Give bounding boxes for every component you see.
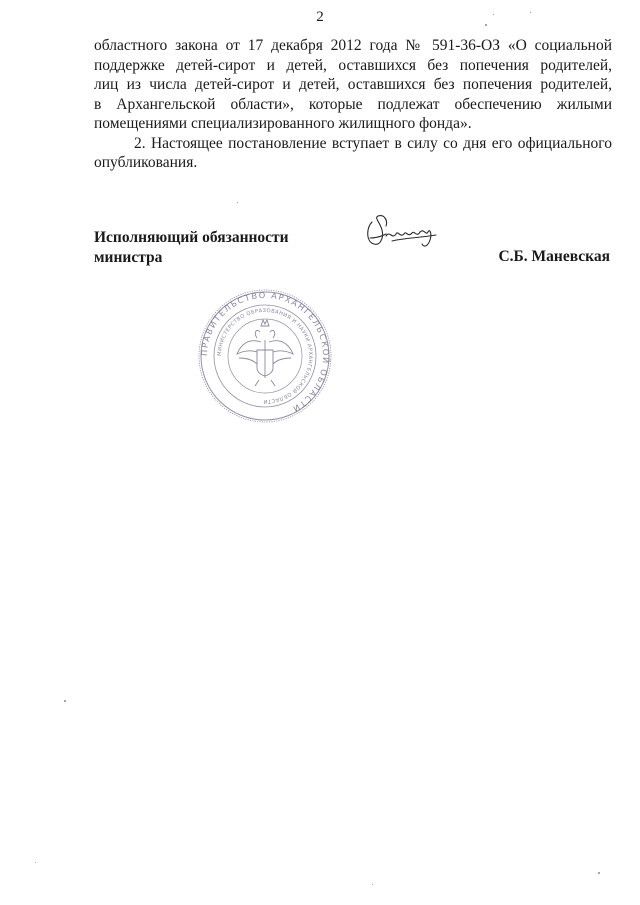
- signer-name: С.Б. Маневская: [498, 248, 610, 265]
- text-line: 2. Настоящее постановление вступает в силу со дня его официального: [134, 134, 612, 152]
- scan-speck: [64, 700, 66, 702]
- seal-inner-text: МИНИСТЕРСТВО ОБРАЗОВАНИЯ И НАУКИ АРХАНГЕЛЬСКОЙ ОБЛАСТИ: [216, 307, 314, 405]
- text-line: в Архангельской области», которые подлежат обеспечению жилыми: [94, 95, 612, 113]
- text-line: областного закона от 17 декабря 2012 года № 591-36-ОЗ «О социальной: [94, 37, 612, 54]
- scan-speck: [598, 872, 600, 874]
- page-number: 2: [316, 9, 324, 25]
- scan-speck: [372, 884, 373, 885]
- double-headed-eagle-icon: [237, 320, 293, 386]
- text-line: поддержке детей-сирот и детей, оставшихся без попечения родителей,: [94, 56, 612, 74]
- paragraph-2: [94, 134, 612, 173]
- scan-speck: [35, 862, 36, 863]
- text-line: опубликования.: [94, 154, 198, 171]
- scan-speck: [485, 24, 487, 26]
- scan-speck: [530, 12, 531, 13]
- position-line-1: Исполняющий обязанности: [94, 229, 289, 246]
- scan-speck: [237, 202, 238, 203]
- seal-outer-text: ПРАВИТЕЛЬСТВО АРХАНГЕЛЬСКОЙ ОБЛАСТИ: [198, 289, 332, 415]
- text-line: лиц из числа детей-сирот и детей, оставшихся без попечения родителей,: [94, 76, 612, 93]
- scan-speck: [493, 14, 494, 15]
- official-seal: [197, 288, 333, 424]
- paragraph-1: [94, 36, 612, 134]
- text-line: помещениями специализированного жилищного фонда».: [94, 115, 472, 132]
- body-text: [94, 36, 612, 173]
- handwritten-signature: [362, 208, 442, 256]
- position-line-2: министра: [94, 248, 163, 266]
- signatory-position: [94, 228, 289, 267]
